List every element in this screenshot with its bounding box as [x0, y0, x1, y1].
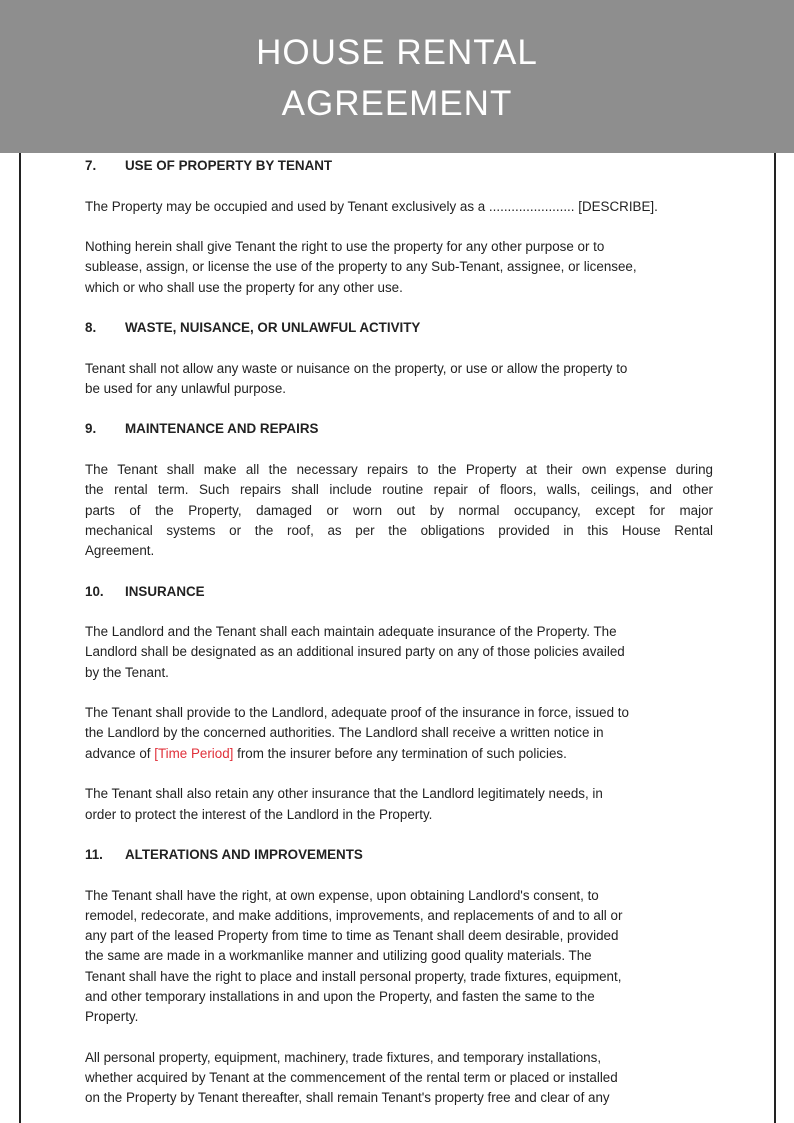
text-run: from the insurer before any termination of such policies.: [233, 745, 567, 761]
section-title: WASTE, NUISANCE, OR UNLAWFUL ACTIVITY: [125, 320, 421, 336]
paragraph-line: which or who shall use the property for any other use.: [85, 279, 403, 295]
banner-title-line-1: HOUSE RENTAL: [256, 33, 538, 72]
paragraph-line: the Landlord by the concerned authorities. The Landlord shall receive a written notice in: [85, 725, 604, 741]
paragraph-line: Tenant shall have the right to place and install personal property, trade fixtures, equipment,: [85, 968, 622, 984]
paragraph-line: The Tenant shall provide to the Landlord, adequate proof of the insurance in force, issued to: [85, 705, 629, 721]
paragraph-line: Tenant shall not allow any waste or nuisance on the property, or use or allow the property to: [85, 360, 628, 376]
title-banner: [0, 0, 794, 153]
section-number: 10.: [85, 583, 104, 599]
paragraph-line: The Property may be occupied and used by Tenant exclusively as a ....................... [DESCRIBE].: [85, 198, 658, 214]
paragraph-line: The Landlord and the Tenant shall each maintain adequate insurance of the Property. The: [85, 624, 617, 640]
section-number: 7.: [85, 158, 97, 173]
page-right-edge: [774, 153, 776, 1123]
banner-title-line-2: AGREEMENT: [281, 84, 513, 123]
section-number: 8.: [85, 320, 97, 336]
paragraph-line: be used for any unlawful purpose.: [85, 380, 286, 396]
section-number: 11.: [85, 847, 103, 863]
paragraph-line: parts of the Property, damaged or worn out by normal occupancy, except for major: [85, 502, 713, 518]
paragraph-line: Agreement.: [85, 543, 155, 559]
section-title: ALTERATIONS AND IMPROVEMENTS: [125, 847, 363, 863]
paragraph-line: on the Property by Tenant thereafter, shall remain Tenant's property free and clear of any: [85, 1090, 610, 1106]
paragraph-line: sublease, assign, or license the use of the property to any Sub-Tenant, assignee, or licensee,: [85, 259, 637, 275]
paragraph-line: by the Tenant.: [85, 664, 169, 680]
time-period-placeholder: [Time Period]: [154, 745, 234, 761]
paragraph-line: and other temporary installations in and upon the Property, and fasten the same to the: [85, 988, 595, 1004]
section-heading-8: [85, 318, 713, 338]
paragraph-line: whether acquired by Tenant at the commencement of the rental term or placed or installed: [85, 1069, 618, 1085]
paragraph-line: [85, 744, 713, 764]
section-title: USE OF PROPERTY BY TENANT: [125, 158, 333, 173]
section-number: 9.: [85, 421, 97, 437]
paragraph-line: The Tenant shall make all the necessary repairs to the Property at their own expense during: [85, 461, 713, 477]
section-heading-7: [85, 156, 713, 176]
paragraph-line: The Tenant shall have the right, at own expense, upon obtaining Landlord's consent, to: [85, 887, 599, 903]
paragraph-line: any part of the leased Property from time to time as Tenant shall deem desirable, provided: [85, 928, 619, 944]
paragraph-line: the same are made in a workmanlike manner and utilizing good quality materials. The: [85, 948, 592, 964]
section-heading-11: [85, 845, 713, 865]
paragraph-line: the rental term. Such repairs shall include routine repair of floors, walls, ceilings, and other: [85, 482, 713, 498]
paragraph-line: The Tenant shall also retain any other insurance that the Landlord legitimately needs, in: [85, 786, 603, 802]
paragraph-line: Property.: [85, 1009, 139, 1025]
paragraph-line: All personal property, equipment, machinery, trade fixtures, and temporary installations,: [85, 1049, 602, 1065]
section-heading-10: [85, 582, 713, 602]
page-left-edge: [19, 153, 21, 1123]
paragraph-line: Nothing herein shall give Tenant the right to use the property for any other purpose or to: [85, 239, 605, 255]
section-title: INSURANCE: [125, 583, 205, 599]
section-title: MAINTENANCE AND REPAIRS: [125, 421, 319, 437]
paragraph-line: mechanical systems or the roof, as per the obligations provided in this House Rental: [85, 522, 713, 538]
paragraph-line: remodel, redecorate, and make additions, improvements, and replacements of and to all or: [85, 907, 623, 923]
paragraph-line: Landlord shall be designated as an additional insured party on any of those policies availed: [85, 644, 625, 660]
text-run: advance of: [85, 745, 155, 761]
paragraph-line: order to protect the interest of the Landlord in the Property.: [85, 806, 433, 822]
section-heading-9: [85, 419, 713, 439]
document-page: [85, 156, 713, 1108]
